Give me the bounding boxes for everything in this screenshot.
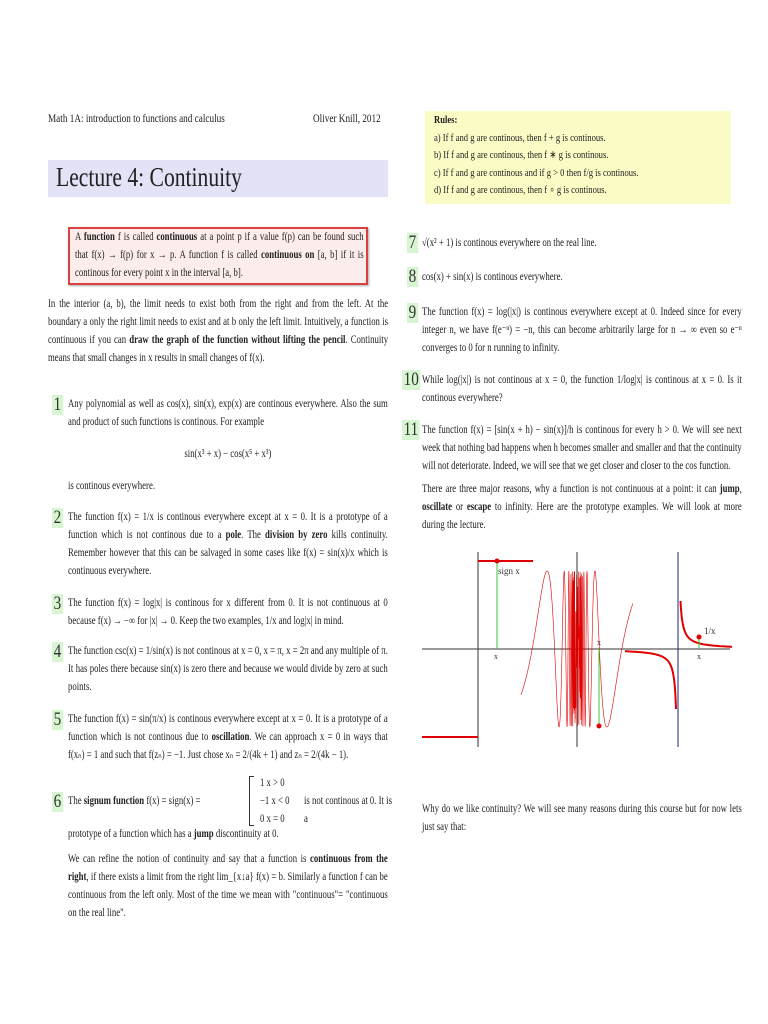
- x-label: x: [597, 638, 601, 647]
- osc-point: [597, 724, 602, 729]
- text-segment: kills continuity. Remember however that this can be salvaged in some cases like f(x) = sin(x)/x which is continuous everywhere.: [68, 529, 388, 577]
- course-header: Math 1A: introduction to functions and calculus: [48, 113, 225, 125]
- text-segment: The function f(x) = sin(π/x) is continous everywhere except at x = 0. It is a prototype of a function which is not continous due to: [68, 713, 388, 743]
- item-text: is not continous at 0. It is a: [304, 795, 392, 825]
- text-segment: discontinuity at 0.: [213, 828, 279, 840]
- inverse-right-branch: [681, 601, 733, 647]
- inverse-point: [697, 635, 702, 640]
- item-number: 4: [53, 641, 62, 662]
- item-number: 9: [408, 302, 417, 323]
- text-segment: ,: [739, 483, 742, 495]
- text-segment: , if there exists a limit from the right lim_{x↓a} f(x) = b. Similarly a function f can be continuous from the left only. Most of the time we mean with "continuous"= "continuous on the real line".: [68, 871, 388, 919]
- rule-item: c) If f and g are continous and if g > 0 then f/g is continous.: [434, 166, 639, 179]
- case-line: −1 x < 0: [260, 795, 290, 807]
- inverse-left-branch: [625, 651, 676, 709]
- text-segment: The function csc(x) = 1/sin(x) is not continous at x = 0, x = π, x = 2π and any multiple of π. It has poles there because sin(x) is zero there and because we would divide by zero at such points.: [68, 645, 388, 693]
- why-text: Why do we like continuity? We will see many reasons during this course but for now lets just say that:: [422, 803, 742, 833]
- text-segment: The function f(x) = log(|x|) is continous everywhere except at 0. Indeed since for every integer n, we have f(e⁻ⁿ) = −n, this can become arbitrarily large for n → ∞ even so e⁻ⁿ converges to 0 for n running to infinity.: [422, 306, 742, 354]
- bold-term: pole: [225, 529, 242, 541]
- text-segment: [a, b] if it is continous for every point x in the interval [a, b].: [75, 249, 364, 279]
- sign-label: sign x: [498, 566, 520, 576]
- inverse-label: 1/x: [704, 626, 716, 636]
- text-segment: In the interior (a, b), the limit needs to exist both from the right and from the left. At the boundary a only the right limit needs to exist and at b only the left limit. Intuitively, a function is continuous if you can: [48, 298, 389, 346]
- rules-title: Rules:: [434, 114, 458, 126]
- text-segment: or: [452, 501, 467, 513]
- case-line: 0 x = 0: [260, 813, 285, 825]
- bold-term: signum function: [83, 795, 145, 807]
- text-segment: The function f(x) = log|x| is continous for x different from 0. It is not continuous at 0 because f(x) → −∞ for |x| → 0. Keep the two examples, 1/x and log|x| in mind.: [68, 597, 388, 627]
- text-segment: . We can approach x = 0 in ways that f(xₙ) = 1 and such that f(zₙ) = −1. Just chose xₙ = 2/(4k + 1) and zₙ = 2/(4k − 1).: [68, 731, 388, 761]
- text-segment: f(x) = sign(x) =: [144, 795, 201, 807]
- bold-term: continuous from the right: [68, 853, 388, 883]
- item-number: 1: [53, 394, 62, 415]
- text-segment: cos(x) + sin(x) is continous everywhere.: [422, 271, 563, 283]
- bold-term: function: [83, 231, 115, 243]
- bold-term: continuous: [156, 231, 198, 243]
- bold-term: continuous on: [260, 249, 315, 261]
- x-label: x: [494, 652, 498, 661]
- text-segment: prototype of a function which has a: [68, 828, 194, 840]
- text-segment: to infinity. Here are the prototype examples. We will look at more during the lecture.: [422, 501, 742, 531]
- bold-term: oscillate: [422, 501, 453, 513]
- text-segment: There are three major reasons, why a function is not continuous at a point: it can: [422, 483, 720, 495]
- bold-term: oscillation: [211, 731, 250, 743]
- bold-term: jump: [193, 828, 214, 840]
- item-number: 6: [53, 791, 62, 812]
- text-segment: f is called: [114, 231, 157, 243]
- bold-term: division by zero: [265, 529, 328, 541]
- item-text: is continous everywhere.: [68, 480, 155, 492]
- text-segment: . The: [241, 529, 266, 541]
- rule-item: b) If f and g are continous, then f ∗ g is continous.: [434, 149, 609, 161]
- item-number: 3: [53, 593, 62, 614]
- text-segment: at a point p if a value f(p) can be found such that f(x) → f(p) for x → p. A function f is called: [75, 231, 364, 261]
- text-segment: The: [68, 795, 84, 807]
- rule-item: d) If f and g are continous, then f ∘ g is continous.: [434, 184, 607, 196]
- text-segment: While log(|x|) is not continous at x = 0, the function 1/log|x| is continous at x = 0. Is it continous everywhere?: [422, 374, 742, 404]
- text-segment: √(x² + 1) is continous everywhere on the real line.: [422, 237, 597, 249]
- item-number: 2: [53, 507, 62, 528]
- page-title: Lecture 4: Continuity: [56, 162, 242, 192]
- text-segment: We can refine the notion of continuity and say that a function is: [68, 853, 311, 865]
- text-segment: The function f(x) = [sin(x + h) − sin(x)]/h is continous for every h > 0. We will see next week that nothing bad happens when h becomes smaller and smaller and that the continuity will not deteriorate. Indeed, we will see that we get closer and closer to the cos function.: [422, 424, 742, 472]
- author-header: Oliver Knill, 2012: [313, 113, 381, 125]
- text-segment: A: [75, 231, 84, 243]
- x-label: x: [697, 652, 701, 661]
- example-formula: sin(x³ + x) − cos(x⁵ + x³): [184, 448, 272, 460]
- text-segment: . Continuity means that small changes in x results in small changes of f(x).: [48, 334, 389, 364]
- bold-term: draw the graph of the function without lifting the pencil: [129, 334, 346, 346]
- sign-point: [495, 559, 500, 564]
- item-number: 11: [403, 419, 419, 440]
- item-number: 7: [408, 232, 417, 253]
- item-number: 10: [403, 369, 419, 390]
- rule-item: a) If f and g are continous, then f + g is continous.: [434, 131, 606, 144]
- text-segment: The function f(x) = 1/x is continous everywhere except at x = 0. It is a prototype of a function which is not continous due to a: [68, 511, 388, 541]
- case-line: 1 x > 0: [260, 777, 285, 789]
- text-segment: Any polynomial as well as cos(x), sin(x), exp(x) are continous everywhere. Also the sum and product of such functions is continous. For example: [68, 398, 388, 428]
- bold-term: jump: [719, 483, 740, 495]
- bold-term: escape: [466, 501, 492, 513]
- item-number: 8: [408, 266, 417, 287]
- item-number: 5: [53, 709, 62, 730]
